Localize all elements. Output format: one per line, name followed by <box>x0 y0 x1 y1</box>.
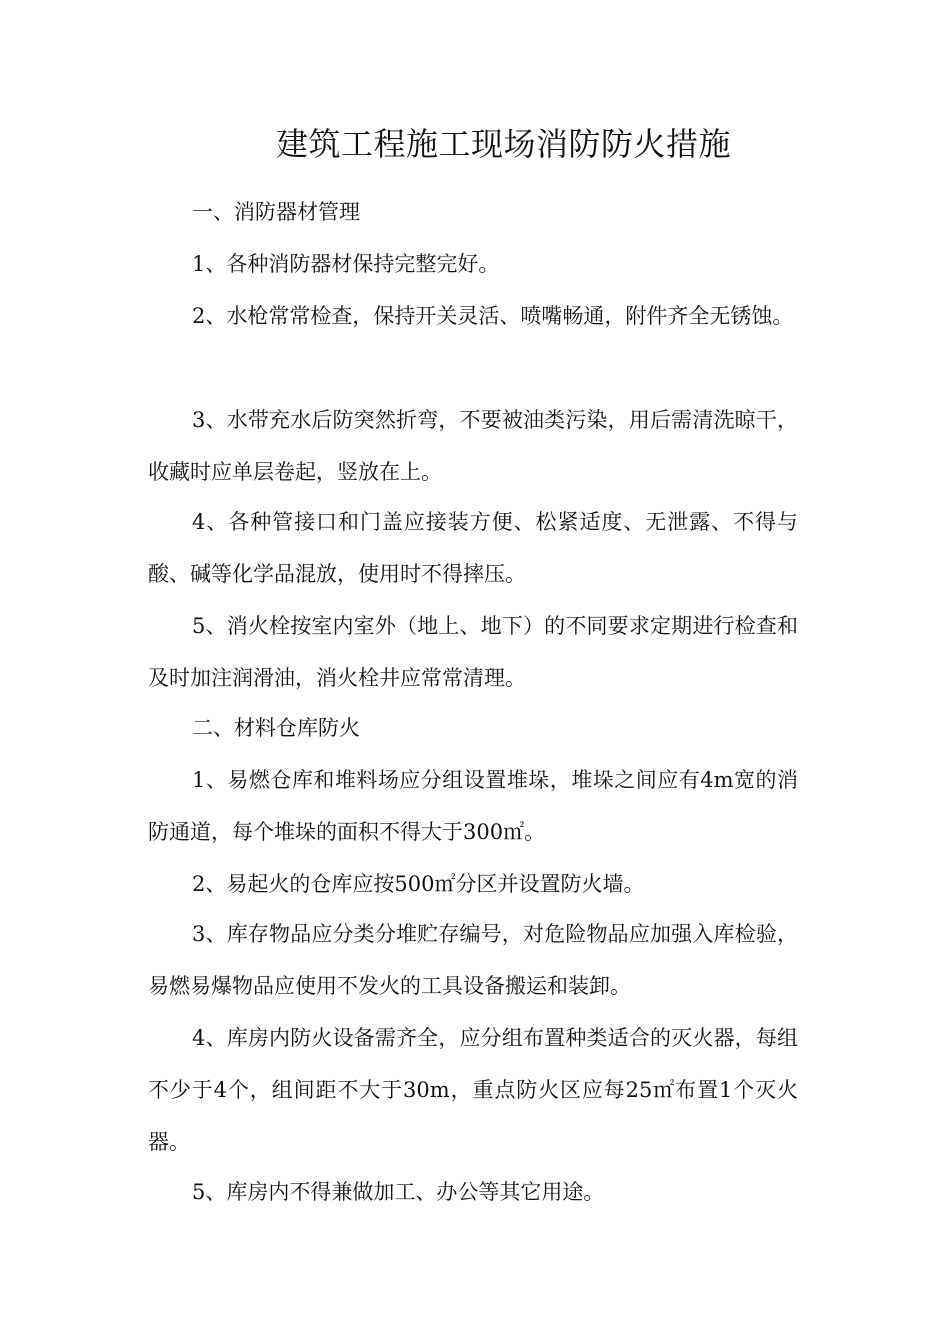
paragraph-1-4: 4、各种管接口和门盖应接装方便、松紧适度、无泄露、不得与酸、碱等化学品混放，使用时不得摔压。 <box>148 510 798 586</box>
paragraph-2-5: 5、库房内不得兼做加工、办公等其它用途。 <box>192 1180 605 1204</box>
paragraph-1-1: 1、各种消防器材保持完整完好。 <box>192 252 500 276</box>
paragraph-1-5: 5、消火栓按室内室外（地上、地下）的不同要求定期进行检查和及时加注润滑油，消火栓井应常常清理。 <box>148 614 798 690</box>
paragraph-2-4: 4、库房内防火设备需齐全，应分组布置种类适合的灭火器，每组不少于4个，组间距不大于30m，重点防火区应每25㎡布置1个灭火器。 <box>148 1026 798 1154</box>
paragraph-1-3: 3、水带充水后防突然折弯，不要被油类污染，用后需清洗晾干，收藏时应单层卷起，竖放在上。 <box>148 408 798 484</box>
document-title: 建筑工程施工现场消防防火措施 <box>276 125 732 163</box>
paragraph-2-1: 1、易燃仓库和堆料场应分组设置堆垛，堆垛之间应有4m宽的消防通道，每个堆垛的面积不得大于300㎡。 <box>148 768 798 844</box>
paragraph-2-3: 3、库存物品应分类分堆贮存编号，对危险物品应加强入库检验，易燃易爆物品应使用不发火的工具设备搬运和装卸。 <box>148 922 798 998</box>
section-heading-1: 一、消防器材管理 <box>192 200 360 224</box>
section-heading-2: 二、材料仓库防火 <box>192 716 360 740</box>
paragraph-2-2: 2、易起火的仓库应按500㎡分区并设置防火墙。 <box>192 872 645 896</box>
paragraph-1-2: 2、水枪常常检查，保持开关灵活、喷嘴畅通，附件齐全无锈蚀。 <box>192 304 794 328</box>
